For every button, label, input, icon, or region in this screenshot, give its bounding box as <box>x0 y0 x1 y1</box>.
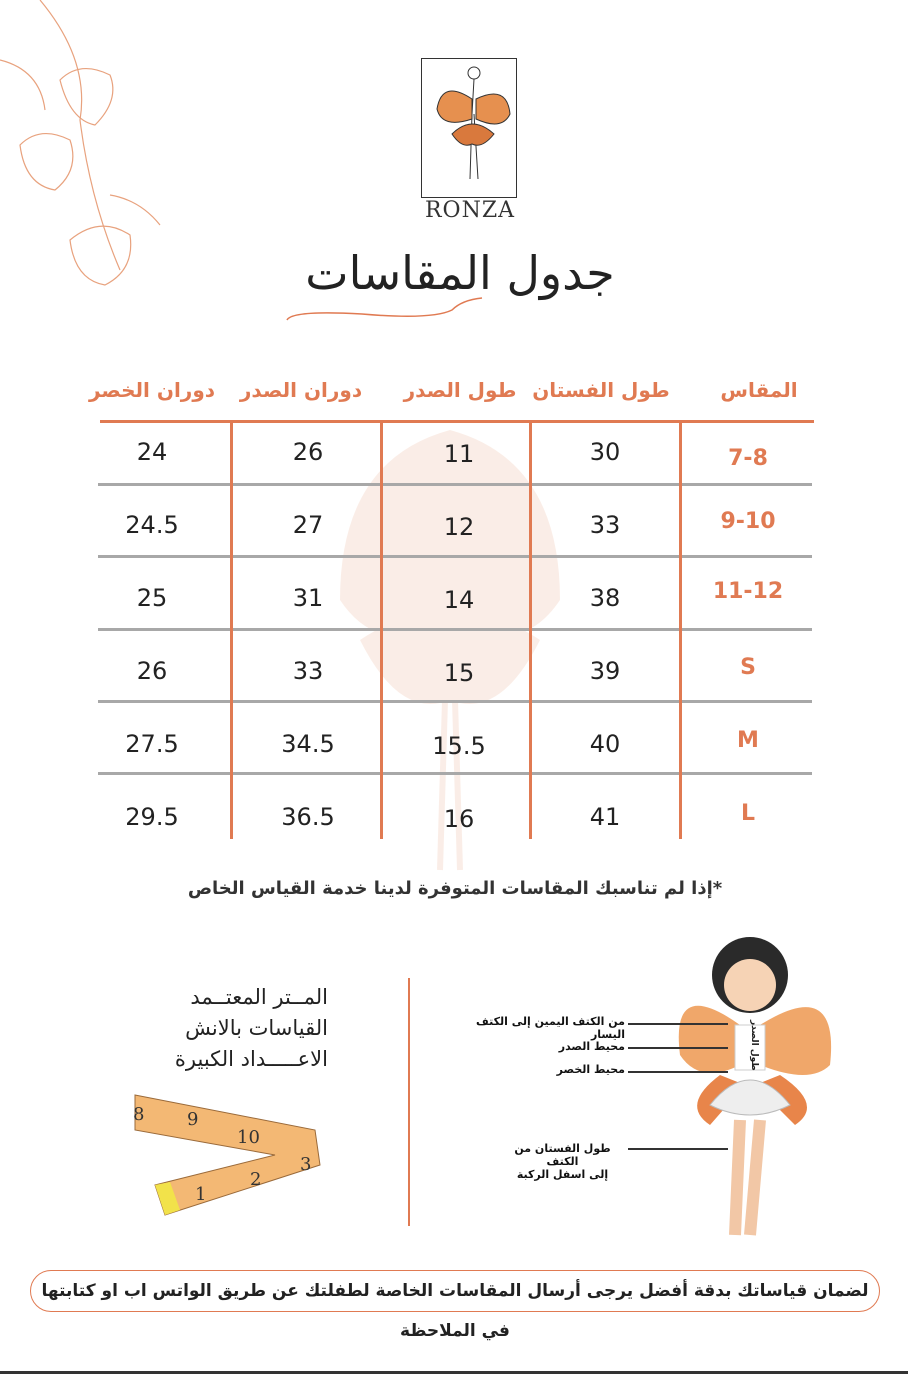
flower-decoration-icon <box>0 0 180 300</box>
cell-dress-length: 38 <box>589 584 621 612</box>
arrow-icon <box>628 1047 728 1049</box>
svg-text:8: 8 <box>133 1104 145 1125</box>
svg-text:2: 2 <box>250 1169 262 1190</box>
cell-dress-length: 30 <box>589 438 621 466</box>
column-divider <box>529 421 532 839</box>
cell-chest-circ: 27 <box>292 511 324 539</box>
svg-text:1: 1 <box>195 1184 207 1205</box>
arrow-icon <box>628 1071 728 1073</box>
cell-chest-circ: 34.5 <box>281 730 335 758</box>
svg-text:9: 9 <box>187 1109 199 1130</box>
cell-size: 7-8 <box>728 446 768 471</box>
column-divider <box>679 421 682 839</box>
svg-text:3: 3 <box>300 1154 312 1175</box>
arrow-icon <box>628 1148 728 1150</box>
cell-size: L <box>740 801 756 826</box>
cell-dress-length: 33 <box>589 511 621 539</box>
cell-size: M <box>737 728 759 753</box>
header-dress-length: طول الفستان <box>532 378 670 402</box>
row-divider <box>98 700 812 703</box>
arrow-icon <box>628 1023 728 1025</box>
row-divider <box>98 483 812 486</box>
cell-waist-circ: 29.5 <box>125 803 179 831</box>
cell-dress-length: 40 <box>589 730 621 758</box>
cell-dress-length: 41 <box>589 803 621 831</box>
tape-line: القياسات بالانش <box>185 1016 328 1040</box>
tape-line: المــتر المعتــمد <box>190 985 328 1009</box>
dress-length-line: إلى اسفل الركبة <box>516 1168 609 1181</box>
page-title: جدول المقاسات <box>305 246 615 300</box>
cell-chest-length: 14 <box>443 586 475 614</box>
svg-text:10: 10 <box>237 1127 260 1148</box>
cell-waist-circ: 25 <box>136 584 168 612</box>
footer-note: لضمان قياساتك بدقة أفضل يرجى أرسال المقاسات الخاصة لطفلتك عن طريق الواتس اب او كتابتها في الملاحظة <box>30 1270 880 1312</box>
title-swash-icon <box>282 290 662 330</box>
cell-dress-length: 39 <box>589 657 621 685</box>
logo-frame <box>421 58 517 198</box>
column-divider <box>380 421 383 839</box>
cell-chest-length: 15.5 <box>432 732 486 760</box>
section-divider <box>408 978 410 1226</box>
brand-name: RONZA <box>424 198 516 223</box>
cell-chest-circ: 36.5 <box>281 803 335 831</box>
shoulder-label: من الكتف اليمين إلى الكتف اليسار <box>476 1015 625 1041</box>
cell-waist-circ: 27.5 <box>125 730 179 758</box>
cell-waist-circ: 24.5 <box>125 511 179 539</box>
cell-chest-length: 11 <box>443 440 475 468</box>
cell-waist-circ: 24 <box>136 438 168 466</box>
cell-chest-circ: 31 <box>292 584 324 612</box>
chest-length-label: طول الصدر <box>749 1020 759 1071</box>
header-chest-circumference: دوران الصدر <box>239 378 363 402</box>
girl-fairy-illustration-icon <box>650 935 850 1245</box>
header-size: المقاس <box>720 378 798 402</box>
cell-waist-circ: 26 <box>136 657 168 685</box>
cell-chest-length: 16 <box>443 805 475 833</box>
waist-circumference-label: محيط الخصر <box>556 1063 625 1076</box>
measuring-tape-icon <box>125 1085 330 1225</box>
tape-line: الاعـــــداد الكبيرة <box>174 1047 328 1071</box>
row-divider <box>98 555 812 558</box>
cell-chest-circ: 26 <box>292 438 324 466</box>
cell-size: 11-12 <box>712 579 784 604</box>
cell-size: 9-10 <box>720 509 776 534</box>
header-divider <box>100 420 814 423</box>
row-divider <box>98 772 812 775</box>
cell-size: S <box>740 655 756 680</box>
tape-description <box>175 982 328 1075</box>
cell-chest-length: 12 <box>443 513 475 541</box>
column-divider <box>230 421 233 839</box>
dress-length-line: طول الفستان من الكتف <box>514 1142 611 1168</box>
cell-chest-circ: 33 <box>292 657 324 685</box>
custom-size-note: *إذا لم تناسبك المقاسات المتوفرة لدينا خدمة القياس الخاص <box>187 878 723 899</box>
row-divider <box>98 628 812 631</box>
chest-circumference-label: محيط الصدر <box>558 1040 625 1053</box>
fairy-logo-icon <box>422 59 518 199</box>
dress-length-label <box>500 1142 625 1181</box>
cell-chest-length: 15 <box>443 659 475 687</box>
header-waist-circumference: دوران الخصر <box>88 378 216 402</box>
header-chest-length: طول الصدر <box>403 378 517 402</box>
